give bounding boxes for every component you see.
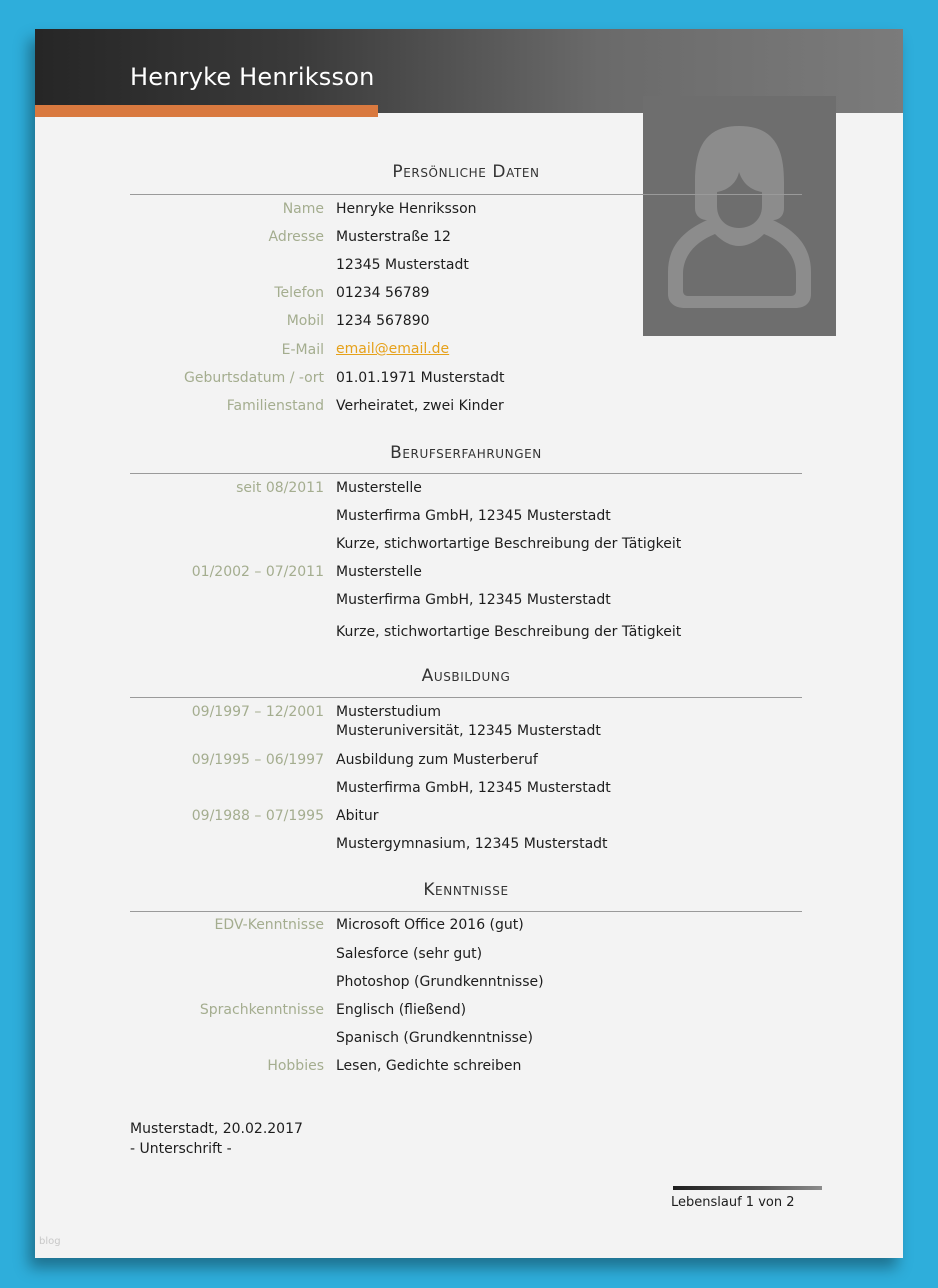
email-link[interactable]: email@email.de bbox=[336, 341, 450, 357]
label-email: E-Mail bbox=[281, 342, 324, 358]
label-languages: Sprachkenntnisse bbox=[199, 1002, 324, 1018]
value-mobile: 1234 567890 bbox=[336, 313, 430, 329]
section-title-experience: Berufserfahrungen bbox=[390, 443, 542, 463]
label-name: Name bbox=[282, 201, 324, 217]
accent-bar bbox=[35, 105, 378, 117]
experience-date: 01/2002 – 07/2011 bbox=[191, 564, 324, 580]
value-name: Henryke Henriksson bbox=[336, 201, 477, 217]
page-number: Lebenslauf 1 von 2 bbox=[671, 1195, 795, 1210]
label-mobile: Mobil bbox=[286, 313, 324, 329]
label-hobbies: Hobbies bbox=[267, 1058, 324, 1074]
label-address: Adresse bbox=[268, 229, 324, 245]
it-skill: Microsoft Office 2016 (gut) bbox=[336, 917, 524, 933]
value-address-city: 12345 Musterstadt bbox=[336, 257, 469, 273]
place-date: Musterstadt, 20.02.2017 bbox=[130, 1121, 303, 1137]
education-date: 09/1997 – 12/2001 bbox=[191, 704, 324, 720]
profile-photo-placeholder bbox=[643, 96, 836, 336]
experience-position: Musterstelle bbox=[336, 564, 422, 580]
section-divider bbox=[130, 697, 802, 698]
label-family: Familienstand bbox=[226, 398, 324, 414]
page-indicator-bar bbox=[673, 1186, 822, 1190]
value-hobbies: Lesen, Gedichte schreiben bbox=[336, 1058, 522, 1074]
education-institution: Mustergymnasium, 12345 Musterstadt bbox=[336, 836, 608, 852]
signature-line: - Unterschrift - bbox=[130, 1141, 232, 1157]
experience-date: seit 08/2011 bbox=[236, 480, 324, 496]
language-skill: Spanisch (Grundkenntnisse) bbox=[336, 1030, 534, 1046]
language-skill: Englisch (fließend) bbox=[336, 1002, 467, 1018]
value-birth: 01.01.1971 Musterstadt bbox=[336, 370, 505, 386]
experience-description: Kurze, stichwortartige Beschreibung der Tätigkeit bbox=[336, 624, 682, 640]
watermark: blog bbox=[39, 1236, 61, 1247]
value-family: Verheiratet, zwei Kinder bbox=[336, 398, 504, 414]
label-it-skills: EDV-Kenntnisse bbox=[214, 917, 324, 933]
education-institution: Musteruniversität, 12345 Musterstadt bbox=[336, 723, 601, 739]
section-title-education: Ausbildung bbox=[421, 666, 511, 686]
label-phone: Telefon bbox=[274, 285, 324, 301]
value-address-street: Musterstraße 12 bbox=[336, 229, 451, 245]
value-phone: 01234 56789 bbox=[336, 285, 430, 301]
section-title-personal: Persönliche Daten bbox=[392, 162, 540, 182]
experience-company: Musterfirma GmbH, 12345 Musterstadt bbox=[336, 592, 611, 608]
cv-page bbox=[35, 29, 903, 1258]
it-skill: Salesforce (sehr gut) bbox=[336, 946, 483, 962]
education-title: Abitur bbox=[336, 808, 379, 824]
education-institution: Musterfirma GmbH, 12345 Musterstadt bbox=[336, 780, 611, 796]
section-divider bbox=[130, 911, 802, 912]
experience-position: Musterstelle bbox=[336, 480, 422, 496]
experience-company: Musterfirma GmbH, 12345 Musterstadt bbox=[336, 508, 611, 524]
education-date: 09/1995 – 06/1997 bbox=[191, 752, 324, 768]
education-date: 09/1988 – 07/1995 bbox=[191, 808, 324, 824]
it-skill: Photoshop (Grundkenntnisse) bbox=[336, 974, 544, 990]
header-name: Henryke Henriksson bbox=[130, 63, 375, 91]
section-divider bbox=[130, 473, 802, 474]
education-title: Musterstudium bbox=[336, 704, 442, 720]
experience-description: Kurze, stichwortartige Beschreibung der Tätigkeit bbox=[336, 536, 682, 552]
section-divider bbox=[130, 194, 802, 195]
section-title-skills: Kenntnisse bbox=[423, 880, 509, 900]
education-title: Ausbildung zum Musterberuf bbox=[336, 752, 538, 768]
person-silhouette-icon bbox=[643, 96, 836, 336]
label-birth: Geburtsdatum / -ort bbox=[184, 370, 324, 386]
